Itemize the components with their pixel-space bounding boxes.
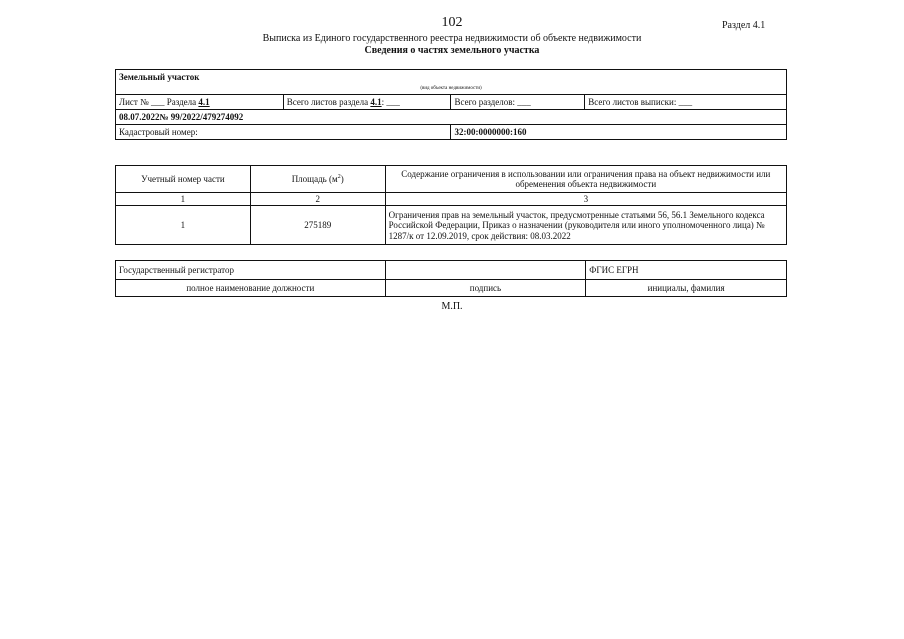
sheet-label: Лист № bbox=[119, 96, 149, 107]
signature-table bbox=[115, 260, 787, 297]
total-extract-sheets-blank: ___ bbox=[678, 96, 693, 107]
restriction-content: Ограничения прав на земельный участок, предусмотренные статьями 56, 56.1 Земельного кодекса Российской Федерации, Приказ о назначении (руководителя или иного уполномоченного лица) № 1287/к от 12.09.2019, срок действия: 08.03.2022 bbox=[385, 206, 786, 245]
total-section-sheets-cell: Всего листов раздела 4.1: ___ bbox=[283, 95, 451, 110]
column-number-row bbox=[116, 193, 787, 206]
table-row bbox=[116, 206, 787, 245]
registrar-position: Государственный регистратор bbox=[116, 261, 386, 280]
object-type-row bbox=[116, 70, 787, 85]
section-reference: Раздел 4.1 bbox=[722, 20, 766, 31]
signature-row bbox=[116, 261, 787, 280]
registrar-name: ФГИС ЕГРН bbox=[586, 261, 787, 280]
land-parts-table bbox=[115, 165, 787, 245]
sheet-number-cell bbox=[116, 95, 284, 110]
caption-position: полное наименование должности bbox=[116, 280, 386, 297]
total-sections-cell bbox=[451, 95, 585, 110]
page-number: 102 bbox=[441, 15, 463, 30]
total-extract-sheets-label: Всего листов выписки: bbox=[588, 96, 677, 107]
document-subtitle: Сведения о частях земельного участка bbox=[364, 45, 540, 56]
header-part-number: Учетный номер части bbox=[116, 166, 251, 193]
signature-caption-row bbox=[116, 280, 787, 297]
total-section-sheets-label: Всего листов раздела bbox=[286, 96, 369, 107]
column-number-1: 1 bbox=[116, 193, 251, 206]
cadastral-row bbox=[116, 125, 787, 140]
caption-signature: подпись bbox=[385, 280, 586, 297]
header-area-label: Площадь (м bbox=[291, 173, 338, 184]
date-number-row bbox=[116, 110, 787, 125]
cadastral-number: 32:00:0000000:160 bbox=[451, 125, 787, 140]
column-number-3: 3 bbox=[385, 193, 786, 206]
total-sections-blank: ___ bbox=[517, 96, 531, 107]
part-area: 275189 bbox=[250, 206, 385, 245]
header-area-close: ) bbox=[340, 173, 344, 184]
object-type-caption: (вид объекта недвижимости) bbox=[116, 84, 787, 95]
column-number-2: 2 bbox=[250, 193, 385, 206]
document-title: Выписка из Единого государственного реестра недвижимости об объекте недвижимости bbox=[262, 33, 642, 44]
total-sections-label: Всего разделов: bbox=[454, 96, 515, 107]
section-value: 4.1 bbox=[198, 96, 210, 107]
sheet-blank: ___ bbox=[150, 96, 165, 107]
section-label: Раздела bbox=[166, 96, 197, 107]
stamp-mark: М.П. bbox=[441, 301, 463, 312]
header-area bbox=[250, 166, 385, 193]
total-section-sheets-value: 4.1 bbox=[370, 96, 382, 107]
registrar-signature bbox=[385, 261, 586, 280]
total-section-sheets-blank: ___ bbox=[386, 96, 400, 107]
total-extract-sheets-cell bbox=[585, 95, 787, 110]
header-area-unit-sup: 2 bbox=[337, 173, 341, 180]
sheet-info-row bbox=[116, 95, 787, 110]
date-number: 08.07.2022№ 99/2022/479274092 bbox=[116, 110, 787, 125]
part-number: 1 bbox=[116, 206, 251, 245]
header-restriction-content: Содержание ограничения в использовании или ограничения права на объект недвижимости или обременения объекта недвижимости bbox=[385, 166, 786, 193]
object-type: Земельный участок bbox=[116, 70, 787, 85]
caption-name: инициалы, фамилия bbox=[586, 280, 787, 297]
object-header-table bbox=[115, 69, 787, 140]
parts-header-row bbox=[116, 166, 787, 193]
object-type-caption-row bbox=[116, 84, 787, 95]
cadastral-label: Кадастровый номер: bbox=[116, 125, 451, 140]
